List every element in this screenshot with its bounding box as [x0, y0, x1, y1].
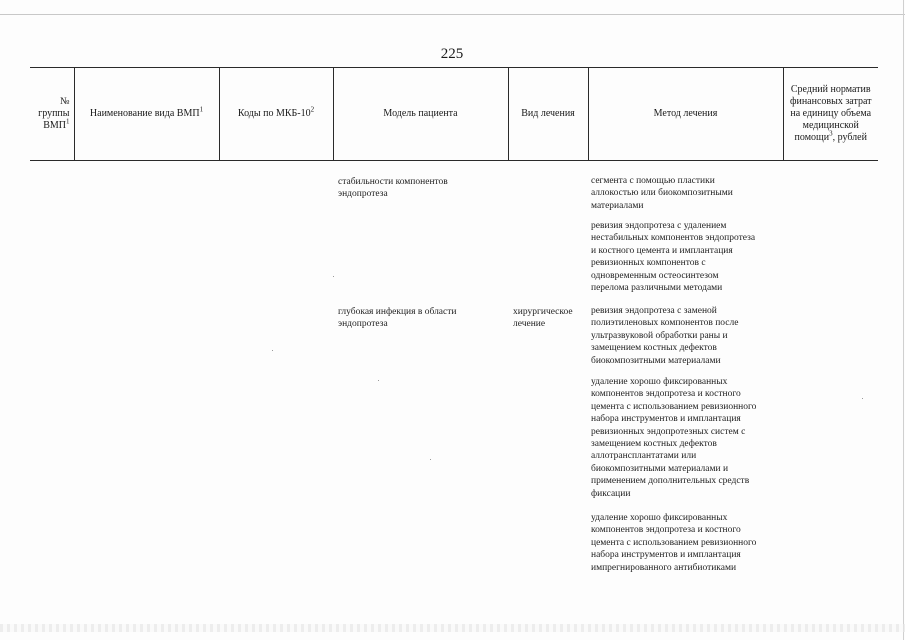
row-2-method-2	[591, 376, 756, 500]
text-line: цемента с использованием ревизионного	[591, 537, 757, 548]
text-line: набора инструментов и имплантация	[591, 550, 741, 561]
text-line: биокомпозитными материалами и	[591, 463, 729, 474]
text-line: и костного цемента и имплантация	[591, 245, 733, 256]
text-line: одновременным остеосинтезом	[591, 270, 719, 281]
scan-edge-top	[0, 14, 905, 15]
header-average-cost-unit: , рублей	[832, 132, 867, 143]
header-vmp-name-label: Наименование вида ВМП	[89, 108, 200, 119]
text-line: ревизионных эндопротезных систем с	[591, 426, 746, 437]
row-1-patient-model	[338, 176, 448, 201]
text-line: нестабильных компонентов эндопротеза	[591, 233, 756, 244]
text-line: ультразвуковой обработки раны и	[591, 330, 728, 341]
text-line: ревизия эндопротеза с удалением	[591, 221, 727, 231]
row-2-method-3	[591, 512, 756, 574]
row-2-treatment-type	[513, 306, 573, 331]
text-line: лечение	[513, 319, 546, 330]
footnote-marker: 3	[829, 129, 833, 138]
text-line: перелома различными методами	[591, 283, 723, 294]
page-number: 225	[440, 46, 464, 62]
header-average-cost-label: Средний норматив финансовых затрат на единицу объема медицинской помощи	[789, 84, 872, 143]
text-line: набора инструментов и имплантация	[591, 414, 741, 425]
text-line: эндопротеза	[338, 189, 388, 200]
scan-speck	[333, 276, 334, 277]
text-line: импрегнированного антибиотиками	[591, 562, 737, 573]
scan-speck	[862, 398, 863, 399]
header-icd-codes	[219, 68, 333, 161]
header-vmp-name	[74, 68, 219, 161]
text-line: аллокостью или биокомпозитными	[591, 188, 733, 199]
text-line: замещением костных дефектов	[591, 439, 717, 450]
header-group-number	[30, 68, 74, 161]
text-line: компонентов эндопротеза и костного	[591, 389, 741, 400]
text-line: полиэтиленовых компонентов после	[591, 318, 739, 329]
footnote-marker: 1	[199, 105, 204, 114]
footnote-marker: 1	[66, 117, 70, 126]
text-line: биокомпозитными материалами	[591, 355, 721, 366]
text-line: компонентов эндопротеза и костного	[591, 525, 741, 536]
header-group-number-label: № группы ВМП	[38, 96, 70, 131]
text-line: применением дополнительных средств	[591, 476, 750, 487]
text-line: глубокая инфекция в области	[338, 307, 457, 317]
text-line: удаление хорошо фиксированных	[591, 377, 728, 387]
row-2-patient-model	[338, 306, 456, 331]
scan-speck	[430, 459, 431, 460]
text-line: замещением костных дефектов	[591, 343, 717, 354]
text-line: ревизионных компонентов с	[591, 258, 706, 269]
header-treatment-type: Вид лечения	[508, 68, 588, 161]
header-average-cost	[783, 68, 878, 161]
text-line: цемента с использованием ревизионного	[591, 401, 757, 412]
text-line: фиксации	[591, 488, 631, 499]
text-line: ревизия эндопротеза с заменой	[591, 306, 717, 316]
table-header	[30, 67, 878, 161]
row-1-method-2	[591, 220, 755, 294]
header-patient-model: Модель пациента	[333, 68, 508, 161]
scan-speck	[378, 380, 379, 381]
row-2-method-1	[591, 305, 738, 367]
scan-speck	[272, 350, 273, 351]
text-line: материалами	[591, 200, 644, 211]
header-icd-codes-label: Коды по МКБ-10	[237, 108, 311, 119]
row-1-method-1	[591, 175, 733, 212]
footnote-marker: 2	[310, 105, 315, 114]
scan-edge-right	[903, 0, 904, 640]
text-line: сегмента с помощью пластики	[591, 176, 715, 186]
text-line: стабильности компонентов	[338, 177, 448, 187]
header-treatment-method: Метод лечения	[588, 68, 783, 161]
text-line: хирургическое	[513, 307, 573, 317]
scan-edge-bottom	[0, 624, 905, 632]
text-line: удаление хорошо фиксированных	[591, 513, 728, 523]
text-line: эндопротеза	[338, 319, 388, 330]
header-rule	[30, 160, 878, 161]
text-line: аллотрансплантатами или	[591, 451, 697, 462]
